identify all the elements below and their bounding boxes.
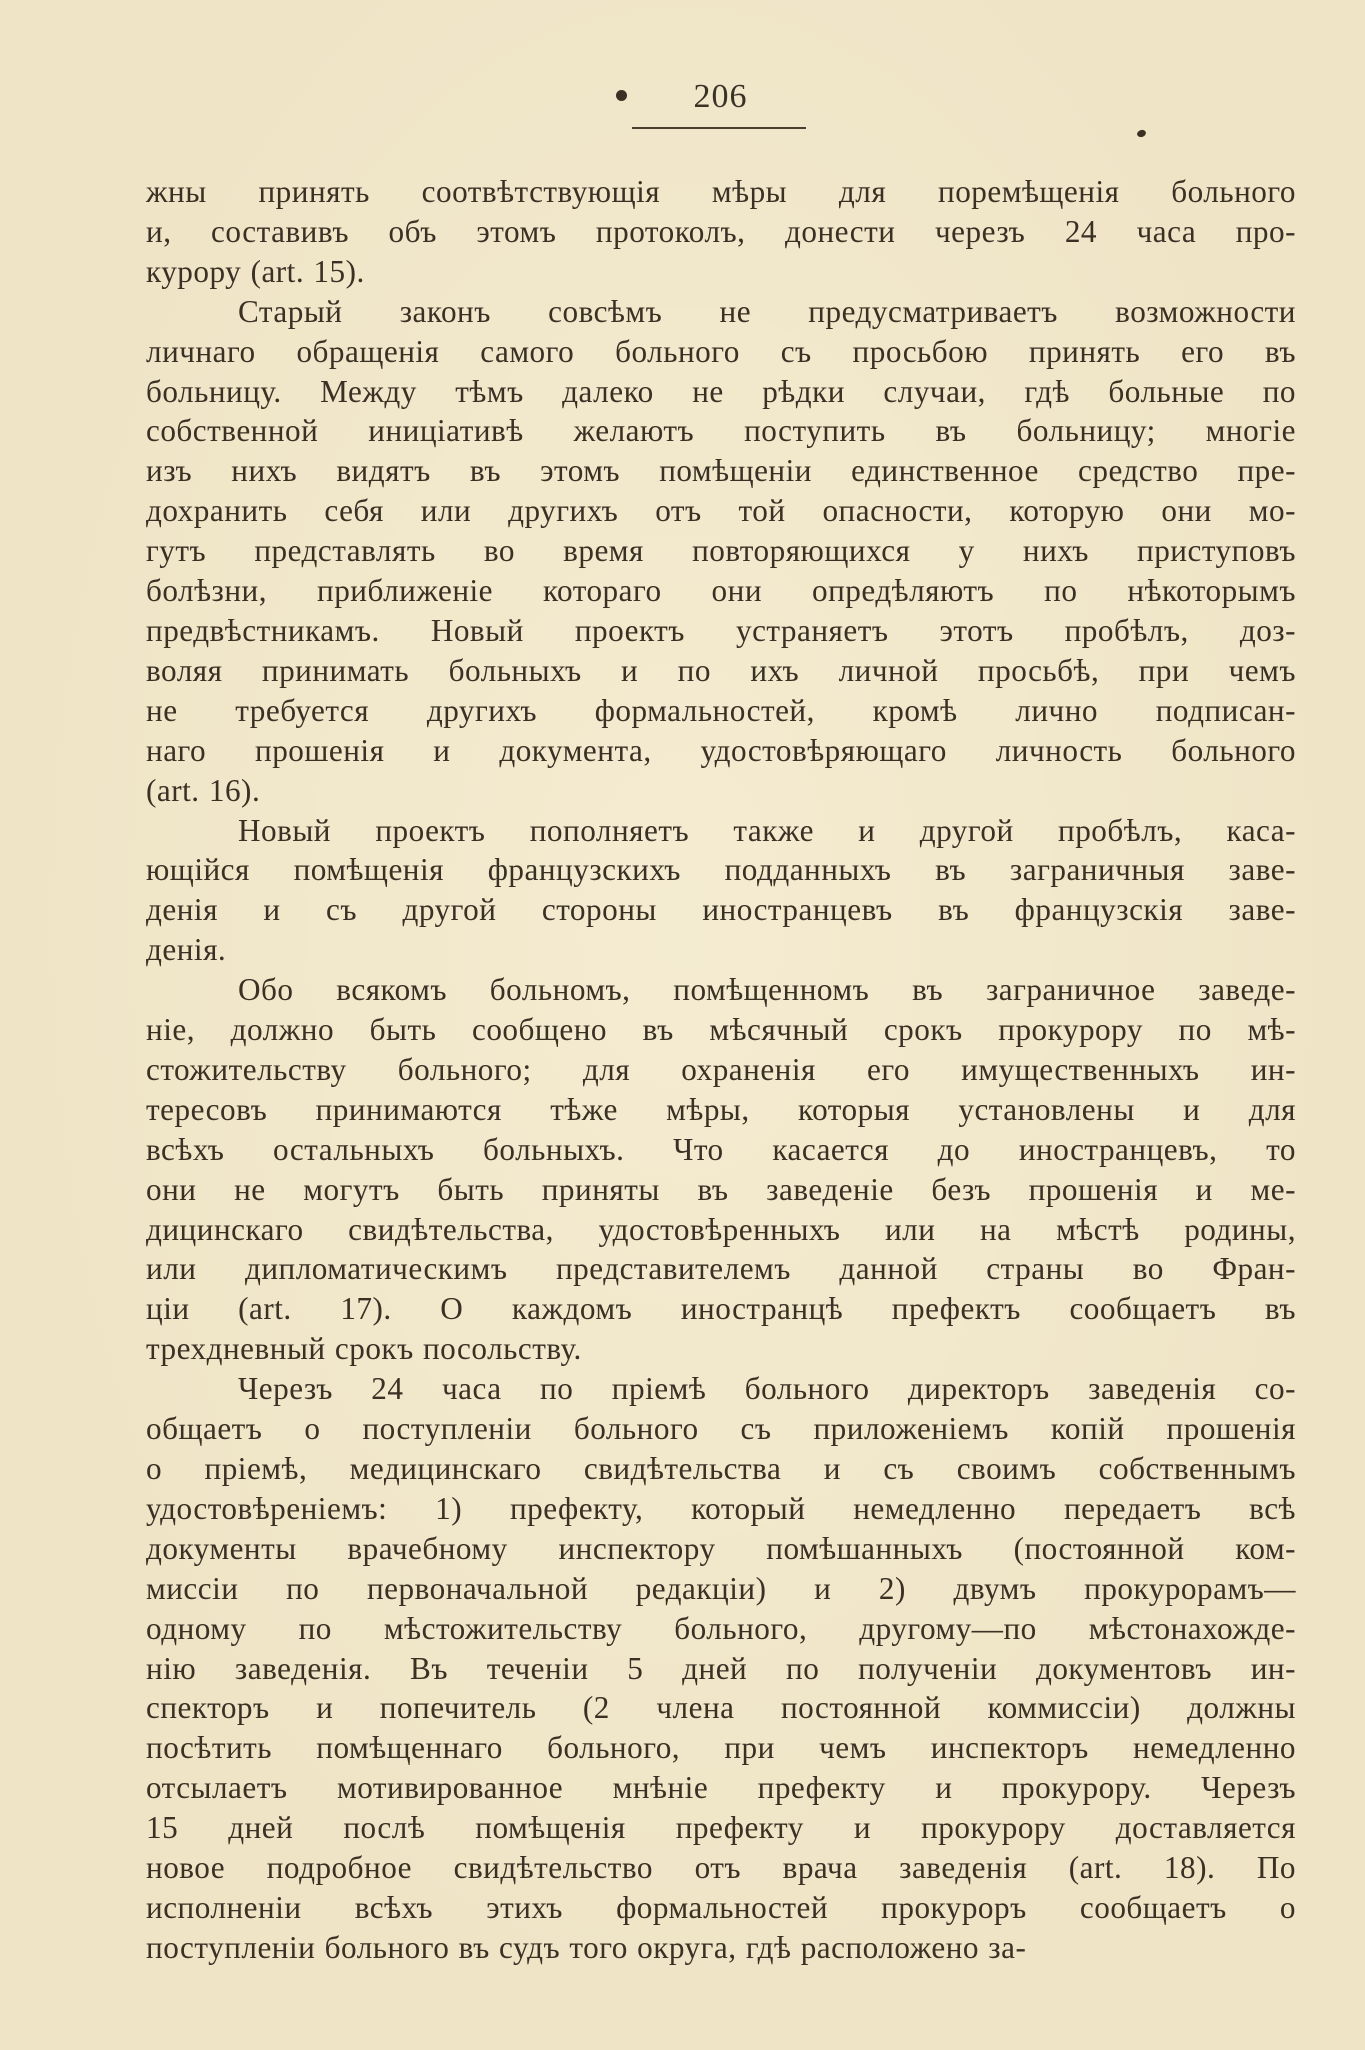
paragraph bbox=[146, 811, 1296, 971]
body-text bbox=[146, 172, 1296, 1968]
text-line: они не могутъ быть приняты въ заведеніе безъ прошенія и ме- bbox=[146, 1171, 1296, 1207]
text-line: всѣхъ остальныхъ больныхъ. Что касается до иностранцевъ, то bbox=[146, 1131, 1296, 1167]
ink-spot bbox=[616, 90, 627, 101]
text-line: нію заведенія. Въ теченіи 5 дней по полученіи документовъ ин- bbox=[146, 1650, 1296, 1686]
text-line: миссіи по первоначальной редакціи) и 2) двумъ прокурорамъ— bbox=[146, 1570, 1296, 1606]
text-line: изъ нихъ видятъ въ этомъ помѣщеніи единственное средство пре- bbox=[146, 453, 1296, 489]
text-line: гутъ представлять во время повторяющихся у нихъ приступовъ bbox=[146, 533, 1296, 569]
text-line: ющійся помѣщенія французскихъ подданныхъ въ заграничныя заве- bbox=[146, 852, 1296, 888]
text-line: и, составивъ объ этомъ протоколъ, донести черезъ 24 часа про- bbox=[146, 213, 1296, 249]
paragraph bbox=[146, 1369, 1296, 1968]
text-line: болѣзни, приближеніе котораго они опредѣляютъ по нѣкоторымъ bbox=[146, 573, 1296, 609]
text-line: дохранить себя или другихъ отъ той опасности, которую они мо- bbox=[146, 493, 1296, 529]
text-line: личнаго обращенія самого больного съ просьбою принять его въ bbox=[146, 333, 1296, 369]
ink-spot bbox=[1136, 129, 1147, 139]
text-line: одному по мѣстожительству больного, другому—по мѣстонахожде- bbox=[146, 1610, 1296, 1646]
paragraph bbox=[146, 292, 1296, 811]
text-line: или дипломатическимъ представителемъ данной страны во Фран- bbox=[146, 1251, 1296, 1287]
text-line: отсылаетъ мотивированное мнѣніе префекту и прокурору. Черезъ bbox=[146, 1770, 1296, 1806]
text-line: общаетъ о поступленіи больного съ приложеніемъ копій прошенія bbox=[146, 1411, 1296, 1447]
text-line: Новый проектъ пополняетъ также и другой пробѣлъ, каса- bbox=[238, 812, 1296, 848]
text-line: воляя принимать больныхъ и по ихъ личной просьбѣ, при чемъ bbox=[146, 652, 1296, 688]
text-line: поступленіи больного въ судъ того округа, гдѣ расположено за- bbox=[146, 1929, 1027, 1965]
text-line: исполненіи всѣхъ этихъ формальностей прокуроръ сообщаетъ о bbox=[146, 1889, 1296, 1925]
text-line: денія и съ другой стороны иностранцевъ въ французскія заве- bbox=[146, 892, 1296, 928]
text-line: тересовъ принимаются тѣже мѣры, которыя установлены и для bbox=[146, 1091, 1296, 1127]
text-line: Обо всякомъ больномъ, помѣщенномъ въ заграничное заведе- bbox=[238, 972, 1296, 1008]
page-number: 206 bbox=[693, 78, 748, 115]
text-line: трехдневный срокъ посольству. bbox=[146, 1331, 582, 1367]
text-line: наго прошенія и документа, удостовѣряющаго личность больного bbox=[146, 732, 1296, 768]
page-header bbox=[0, 78, 1365, 116]
text-line: не требуется другихъ формальностей, кромѣ лично подписан- bbox=[146, 692, 1296, 728]
text-line: посѣтить помѣщеннаго больного, при чемъ инспекторъ немедленно bbox=[146, 1730, 1296, 1766]
text-line: предвѣстникамъ. Новый проектъ устраняетъ этотъ пробѣлъ, доз- bbox=[146, 612, 1296, 648]
text-line: собственной иниціативѣ желаютъ поступить въ больницу; многіе bbox=[146, 413, 1296, 449]
text-line: документы врачебному инспектору помѣшанныхъ (постоянной ком- bbox=[146, 1530, 1296, 1566]
text-line: больницу. Между тѣмъ далеко не рѣдки случаи, гдѣ больные по bbox=[146, 373, 1296, 409]
text-line: (art. 16). bbox=[146, 772, 261, 808]
text-line: удостовѣреніемъ: 1) префекту, который немедленно передаетъ всѣ bbox=[146, 1490, 1296, 1526]
text-line: спекторъ и попечитель (2 члена постоянной коммиссіи) должны bbox=[146, 1690, 1296, 1726]
text-line: 15 дней послѣ помѣщенія префекту и прокурору доставляется bbox=[146, 1810, 1296, 1846]
text-line: Черезъ 24 часа по пріемѣ больного директоръ заведенія со- bbox=[238, 1371, 1296, 1407]
paragraph bbox=[146, 172, 1296, 292]
text-line: ніе, должно быть сообщено въ мѣсячный срокъ прокурору по мѣ- bbox=[146, 1012, 1296, 1048]
text-line: Старый законъ совсѣмъ не предусматриваетъ возможности bbox=[238, 293, 1296, 329]
text-line: ціи (art. 17). О каждомъ иностранцѣ префектъ сообщаетъ въ bbox=[146, 1291, 1296, 1327]
text-line: о пріемѣ, медицинскаго свидѣтельства и съ своимъ собственнымъ bbox=[146, 1451, 1296, 1486]
text-line: денія. bbox=[146, 932, 227, 968]
text-line: жны принять соотвѣтствующія мѣры для поремѣщенія больного bbox=[146, 174, 1296, 209]
paragraph bbox=[146, 970, 1296, 1369]
text-line: курору (art. 15). bbox=[146, 253, 365, 289]
text-line: стожительству больного; для охраненія его имущественныхъ ин- bbox=[146, 1051, 1296, 1087]
text-line: новое подробное свидѣтельство отъ врача заведенія (art. 18). По bbox=[146, 1850, 1296, 1886]
header-rule bbox=[632, 127, 806, 129]
text-line: дицинскаго свидѣтельства, удостовѣренныхъ или на мѣстѣ родины, bbox=[146, 1211, 1296, 1247]
